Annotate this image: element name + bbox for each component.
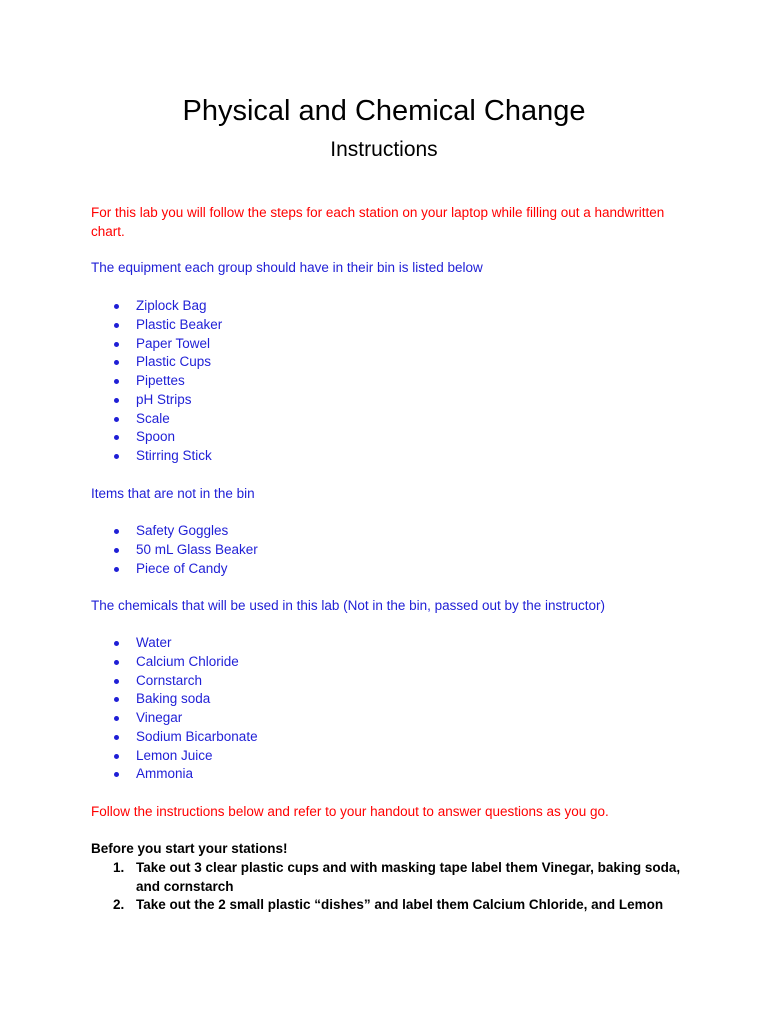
list-item-text: Pipettes: [136, 373, 185, 388]
list-item: [112, 297, 222, 316]
follow-instructions-text: Follow the instructions below and refer to your handout to answer questions as you go.: [91, 804, 609, 819]
list-item-text: 50 mL Glass Beaker: [136, 541, 258, 557]
list-item-text: Ammonia: [136, 766, 194, 782]
step-text: Take out 3 clear plastic cups and with masking tape label them Vinegar, baking soda, and cornstarch: [136, 860, 681, 894]
bullet-icon: [114, 735, 119, 740]
step-item: [91, 859, 691, 896]
list-item: [112, 765, 258, 784]
list-item-text: Paper Towel: [136, 335, 211, 351]
bullet-icon: [114, 304, 119, 309]
bullet-icon: [114, 679, 119, 684]
list-item-text: Piece of Candy: [136, 560, 228, 576]
bullet-icon: [114, 548, 119, 553]
list-item-text: pH Strips: [136, 391, 192, 407]
equipment-list: [112, 297, 222, 466]
bullet-icon: [114, 529, 119, 534]
bullet-icon: [114, 641, 119, 646]
bullet-icon: [114, 342, 119, 347]
list-item: [112, 541, 258, 560]
steps-list: [91, 859, 691, 915]
not-in-bin-list: [112, 522, 258, 578]
list-item: [112, 709, 258, 728]
not-in-bin-heading: Items that are not in the bin: [91, 486, 255, 501]
list-item: [112, 747, 258, 766]
list-item-text: Plastic Beaker: [136, 316, 223, 332]
page-title: Physical and Chemical Change: [182, 95, 586, 127]
bullet-icon: [114, 772, 119, 777]
step-number: 2.: [113, 897, 125, 912]
bullet-icon: [114, 454, 119, 459]
equipment-heading: The equipment each group should have in their bin is listed below: [91, 260, 483, 275]
before-stations-heading: Before you start your stations!: [91, 841, 288, 856]
list-item: [112, 391, 222, 410]
bullet-icon: [114, 360, 119, 365]
list-item-text: Sodium Bicarbonate: [136, 728, 258, 744]
list-item: [112, 372, 222, 391]
list-item: [112, 560, 258, 579]
bullet-icon: [114, 417, 119, 422]
list-item: [112, 428, 222, 447]
bullet-icon: [114, 716, 119, 721]
chemicals-list: [112, 634, 258, 784]
list-item-text: Stirring Stick: [136, 448, 212, 463]
list-item-text: Ziplock Bag: [136, 298, 207, 313]
list-item: [112, 672, 258, 691]
bullet-icon: [114, 660, 119, 665]
list-item-text: Safety Goggles: [136, 523, 229, 538]
bullet-icon: [114, 379, 119, 384]
step-text: Take out the 2 small plastic “dishes” and label them Calcium Chloride, and Lemon: [136, 897, 664, 912]
list-item: [112, 653, 258, 672]
list-item: [112, 728, 258, 747]
step-item: [91, 896, 691, 915]
list-item-text: Water: [136, 635, 172, 650]
chemicals-heading: The chemicals that will be used in this lab (Not in the bin, passed out by the instructor): [91, 598, 606, 613]
list-item-text: Scale: [136, 410, 170, 426]
bullet-icon: [114, 435, 119, 440]
bullet-icon: [114, 567, 119, 572]
step-number: 1.: [113, 860, 125, 875]
list-item: [112, 690, 258, 709]
list-item-text: Baking soda: [136, 691, 211, 707]
list-item-text: Vinegar: [136, 710, 183, 725]
list-item: [112, 316, 222, 335]
bullet-icon: [114, 754, 119, 759]
list-item: [112, 410, 222, 429]
list-item: [112, 353, 222, 372]
bullet-icon: [114, 697, 119, 702]
list-item-text: Lemon Juice: [136, 747, 213, 763]
intro-paragraph: For this lab you will follow the steps for each station on your laptop while filling out a handwritten chart.: [91, 205, 665, 239]
list-item-text: Cornstarch: [136, 672, 203, 688]
list-item: [112, 447, 222, 466]
list-item: [112, 522, 258, 541]
bullet-icon: [114, 323, 119, 328]
list-item-text: Plastic Cups: [136, 354, 212, 370]
page-subtitle: Instructions: [330, 138, 438, 161]
list-item-text: Calcium Chloride: [136, 653, 239, 669]
list-item: [112, 335, 222, 354]
list-item-text: Spoon: [136, 429, 176, 445]
list-item: [112, 634, 258, 653]
bullet-icon: [114, 398, 119, 403]
